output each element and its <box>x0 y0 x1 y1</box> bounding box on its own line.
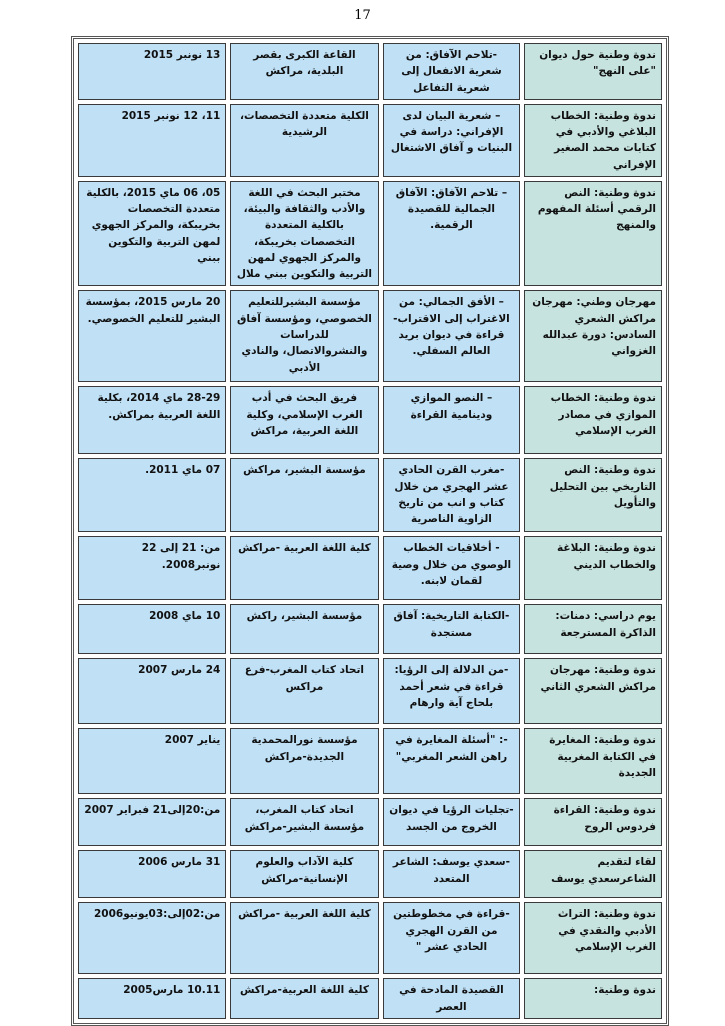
date-cell: 13 نونبر 2015 <box>78 43 226 100</box>
page-number: 17 <box>354 8 371 23</box>
table-row <box>78 536 662 600</box>
title-cell: -الكتابة التاريخية: آفاق مستجدة <box>383 604 521 654</box>
title-cell: -تجليات الرؤيا في ديوان الخروج من الجسد <box>383 798 521 846</box>
title-cell: -تلاحم الآفاق: من شعرية الانفعال إلى شعرية التفاعل <box>383 43 521 100</box>
event-cell: ندوة وطنية: مهرجان مراكش الشعري الثاني <box>524 658 662 724</box>
place-cell: كلية اللغة العربية -مراكش <box>230 536 378 600</box>
events-table-body <box>78 43 662 1019</box>
event-cell: ندوة وطنية: النص التاريخي بين التحليل والتأويل <box>524 458 662 532</box>
place-cell: الكلية متعددة التخصصات، الرشيدية <box>230 104 378 177</box>
title-cell: -مغرب القرن الحادي عشر الهجري من خلال كتاب و انب من تاريخ الزاوية الناصرية <box>383 458 521 532</box>
table-row <box>78 290 662 382</box>
table-row <box>78 728 662 794</box>
table-row <box>78 658 662 724</box>
table-row <box>78 181 662 287</box>
place-cell: كلية الآداب والعلوم الإنسانية-مراكش <box>230 850 378 898</box>
title-cell: -من الدلالة إلى الرؤيا: قراءة في شعر أحمد بلحاج آية وارهام <box>383 658 521 724</box>
place-cell: كلية اللغة العربية -مراكش <box>230 902 378 974</box>
date-cell: 24 مارس 2007 <box>78 658 226 724</box>
date-cell: 28-29 ماي 2014، بكلية اللغة العربية بمراكش. <box>78 386 226 454</box>
title-cell: – شعرية البيان لدى الإفراني: دراسة في البنيات و آفاق الاشتغال <box>383 104 521 177</box>
date-cell: من:02إلى:03يونيو2006 <box>78 902 226 974</box>
date-cell: 20 مارس 2015، بمؤسسة البشير للتعليم الخصوصي. <box>78 290 226 382</box>
place-cell: اتحاد كتاب المغرب، مؤسسة البشير-مراكش <box>230 798 378 846</box>
events-table <box>74 39 666 1023</box>
date-cell: 10 ماي 2008 <box>78 604 226 654</box>
title-cell: -: "أسئلة المغايرة في راهن الشعر المغربي" <box>383 728 521 794</box>
table-row <box>78 458 662 532</box>
date-cell: 05، 06 ماي 2015، بالكلية متعددة التخصصات بخريبكة، والمركز الجهوي لمهن التربية والتكوين ببني <box>78 181 226 287</box>
place-cell: مؤسسة البشير، مراكش <box>230 458 378 532</box>
date-cell: من:20إلى21 فبراير 2007 <box>78 798 226 846</box>
table-row <box>78 978 662 1019</box>
event-cell: يوم دراسي: دمنات: الذاكرة المسترجعة <box>524 604 662 654</box>
event-cell: ندوة وطنية: المغايرة في الكتابة المغربية الجديدة <box>524 728 662 794</box>
event-cell: ندوة وطنية: التراث الأدبي والنقدي في الغرب الإسلامي <box>524 902 662 974</box>
table-row <box>78 43 662 100</box>
place-cell: مؤسسة البشيرللتعليم الخصوصي، ومؤسسة آفاق للدراسات والنشروالاتصال، والنادي الأدبي <box>230 290 378 382</box>
title-cell: -قراءة في مخطوطتين من القرن الهجري الحادي عشر " <box>383 902 521 974</box>
date-cell: 07 ماي 2011. <box>78 458 226 532</box>
event-cell: ندوة وطنية: الخطاب البلاغي والأدبي في كتابات محمد الصغير الإفراني <box>524 104 662 177</box>
table-row <box>78 386 662 454</box>
date-cell: 11، 12 نونبر 2015 <box>78 104 226 177</box>
table-row <box>78 902 662 974</box>
table-row <box>78 850 662 898</box>
place-cell: مؤسسة البشير، راكش <box>230 604 378 654</box>
place-cell: القاعة الكبرى بقصر البلدية، مراكش <box>230 43 378 100</box>
table-row <box>78 104 662 177</box>
title-cell: القصيدة المادحة في العصر <box>383 978 521 1019</box>
date-cell: 10.11 مارس2005 <box>78 978 226 1019</box>
title-cell: - أخلاقيات الخطاب الوصوي من خلال وصية لقمان لابنه. <box>383 536 521 600</box>
event-cell: ندوة وطنية: القراءة فردوس الروح <box>524 798 662 846</box>
event-cell: ندوة وطنية: الخطاب الموازي في مصادر الغرب الإسلامي <box>524 386 662 454</box>
events-table-frame <box>71 36 669 1026</box>
table-row <box>78 798 662 846</box>
date-cell: 31 مارس 2006 <box>78 850 226 898</box>
place-cell: مؤسسة نورالمحمدية الجديدة-مراكش <box>230 728 378 794</box>
date-cell: من: 21 إلى 22 نونبر2008. <box>78 536 226 600</box>
place-cell: كلية اللغة العربية-مراكش <box>230 978 378 1019</box>
place-cell: مختبر البحث في اللغة والأدب والثقافة والبيئة، بالكلية المتعددة التخصصات بخريبكة، والمركز الجهوي لمهن التربية والتكوين ببني ملال <box>230 181 378 287</box>
title-cell: – الأفق الجمالي: من الاغتراب إلى الاقتراب- قراءة في ديوان بريد العالم السفلي. <box>383 290 521 382</box>
date-cell: يناير 2007 <box>78 728 226 794</box>
table-row <box>78 604 662 654</box>
event-cell: ندوة وطنية: النص الرقمي أسئلة المفهوم والمنهج <box>524 181 662 287</box>
place-cell: فريق البحث في أدب الغرب الإسلامي، وكلية اللغة العربية، مراكش <box>230 386 378 454</box>
event-cell: مهرجان وطني: مهرجان مراكش الشعري السادس: دورة عبدالله الغزواني <box>524 290 662 382</box>
event-cell: ندوة وطنية حول ديوان "على النهج" <box>524 43 662 100</box>
title-cell: – تلاحم الآفاق: الآفاق الجمالية للقصيدة الرقمية. <box>383 181 521 287</box>
title-cell: -سعدي يوسف: الشاعر المتعدد <box>383 850 521 898</box>
event-cell: ندوة وطنية: البلاغة والخطاب الديني <box>524 536 662 600</box>
event-cell: لقاء لتقديم الشاعرسعدي يوسف <box>524 850 662 898</box>
title-cell: – النصو الموازي ودينامية القراءة <box>383 386 521 454</box>
place-cell: اتحاد كتاب المغرب-فرع مراكس <box>230 658 378 724</box>
event-cell: ندوة وطنية: <box>524 978 662 1019</box>
